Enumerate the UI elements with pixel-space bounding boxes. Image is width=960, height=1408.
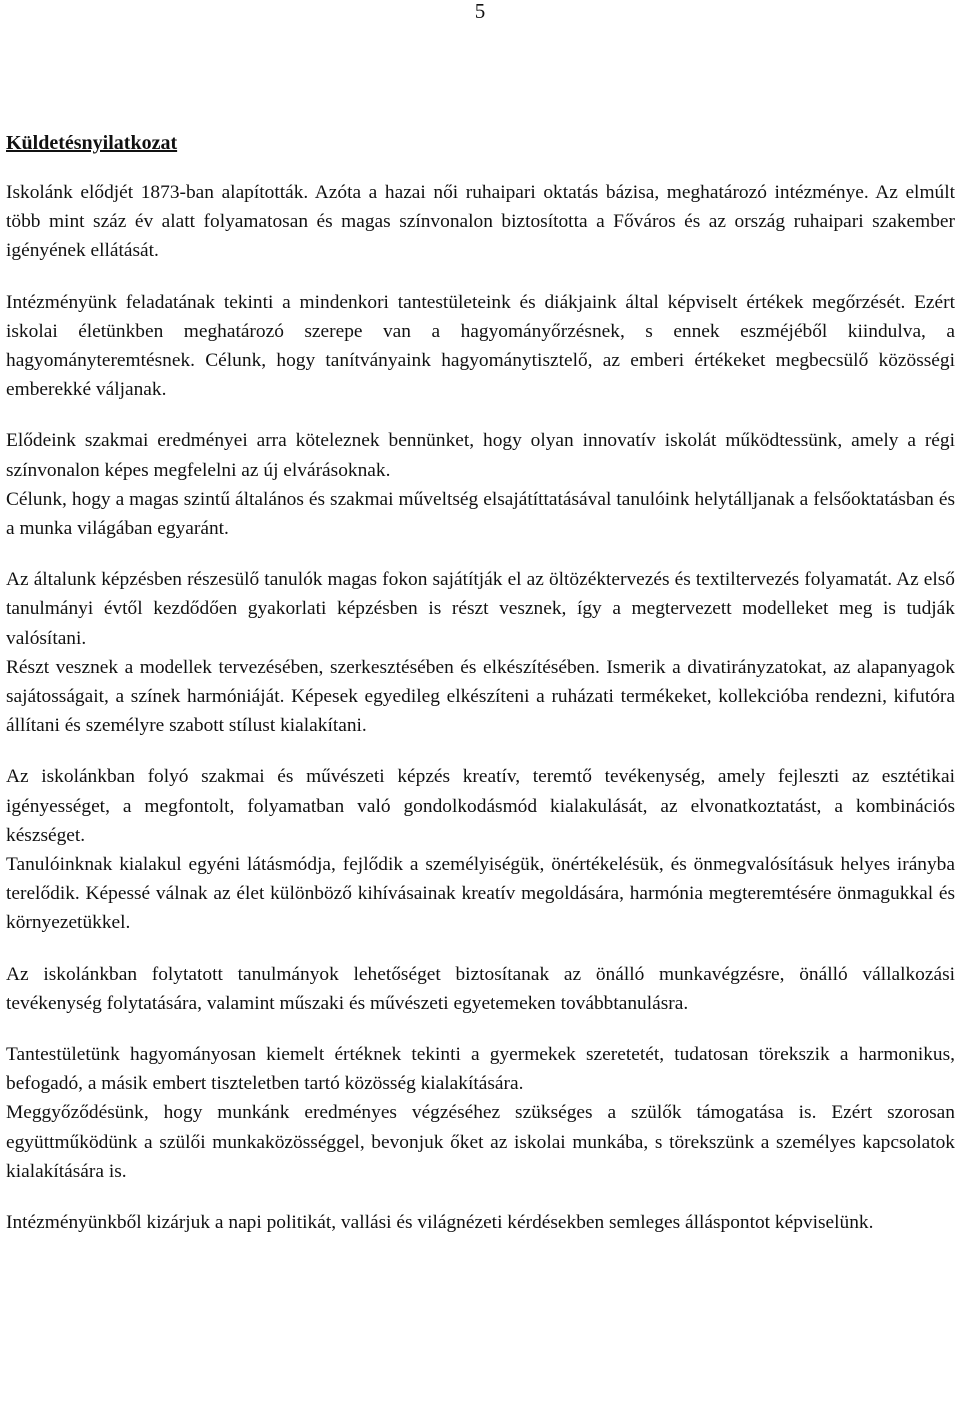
paragraph-student-development: Tanulóinknak kialakul egyéni látásmódja, fejlődik a személyiségük, önértékelésük, és önmegvalósításuk helyes irányba terelődik. Képessé válnak az élet különböző kihívásainak kreatív megoldására, harmónia megteremtésére önmagukkal és környezetükkel. [6, 854, 955, 934]
page-number: 5 [474, 0, 486, 23]
paragraph-values: Intézményünk feladatának tekinti a mindenkori tantestületeink és diákjaink által képviselt értékek megőrzését. Ezért iskolai életünkben meghatározó szerepe van a hagyományőrzésnek, s ennek eszméjéből kiindulva, a hagyományteremtésnek. Célunk, hogy tanítványaink hagyománytisztelő, az emberi értékeket megbecsülő közösségi emberekké váljanak. [6, 291, 955, 401]
paragraph-innovation: Elődeink szakmai eredményei arra köteleznek bennünket, hogy olyan innovatív iskolát működtessünk, amely a régi színvonalon képes megfelelni az új elvárásoknak. [6, 430, 955, 481]
paragraph-community: Tantestületünk hagyományosan kiemelt értéknek tekinti a gyermekek szeretetét, tudatosan törekszik a harmonikus, befogadó, a másik embert tiszteletben tartó közösség kialakítására. [6, 1044, 955, 1095]
document-heading: Küldetésnyilatkozat [6, 132, 178, 154]
paragraph-design-training: Az általunk képzésben részesülő tanulók magas fokon sajátítják el az öltözéktervezés és textiltervezés folyamatát. Az első tanulmányi évtől kezdődően gyakorlati képzésben is részt vesznek, így a megtervezett modelleket meg is tudják valósítani. [6, 569, 955, 649]
paragraph-further-studies: Az iskolánkban folytatott tanulmányok lehetőséget biztosítanak az önálló munkavégzésre, önálló vállalkozási tevékenység folytatására, valamint műszaki és művészeti egyetemeken továbbtanulásra. [6, 963, 955, 1014]
document-body [6, 128, 955, 1237]
paragraph-history: Iskolánk elődjét 1873-ban alapították. Azóta a hazai női ruhaipari oktatás bázisa, meghatározó intézménye. Az elmúlt több mint száz év alatt folyamatosan és magas színvonalon biztosította a Főváros és az ország ruhaipari szakember igényének ellátását. [6, 182, 955, 262]
paragraph-neutrality: Intézményünkből kizárjuk a napi politikát, vallási és világnézeti kérdésekben semleges álláspontot képviselünk. [6, 1212, 874, 1234]
paragraph-creative-education: Az iskolánkban folyó szakmai és művészeti képzés kreatív, teremtő tevékenység, amely fejleszti az esztétikai igényességet, a megfontolt, folyamatban való gondolkodásmód kialakulását, az elvonatkoztatást, a kombinációs készséget. [6, 766, 955, 846]
paragraph-goals: Célunk, hogy a magas szintű általános és szakmai műveltség elsajátíttatásával tanulóink helytálljanak a felsőoktatásban és a munka világában egyaránt. [6, 488, 955, 540]
paragraph-modelling: Részt vesznek a modellek tervezésében, szerkesztésében és elkészítésében. Ismerik a divatirányzatokat, az alapanyagok sajátosságait, a színek harmóniáját. Képesek egyedileg elkészíteni a ruházati termékeket, kollekcióba rendezni, kifutóra állítani és személyre szabott stílust kialakítani. [6, 656, 955, 737]
paragraph-parents: Meggyőződésünk, hogy munkánk eredményes végzéséhez szükséges a szülők támogatása is. Ezért szorosan együttműködünk a szülői munkaközösséggel, bevonjuk őket az iskolai munkába, s törekszünk a személyes kapcsolatok kialakítására is. [6, 1102, 955, 1182]
